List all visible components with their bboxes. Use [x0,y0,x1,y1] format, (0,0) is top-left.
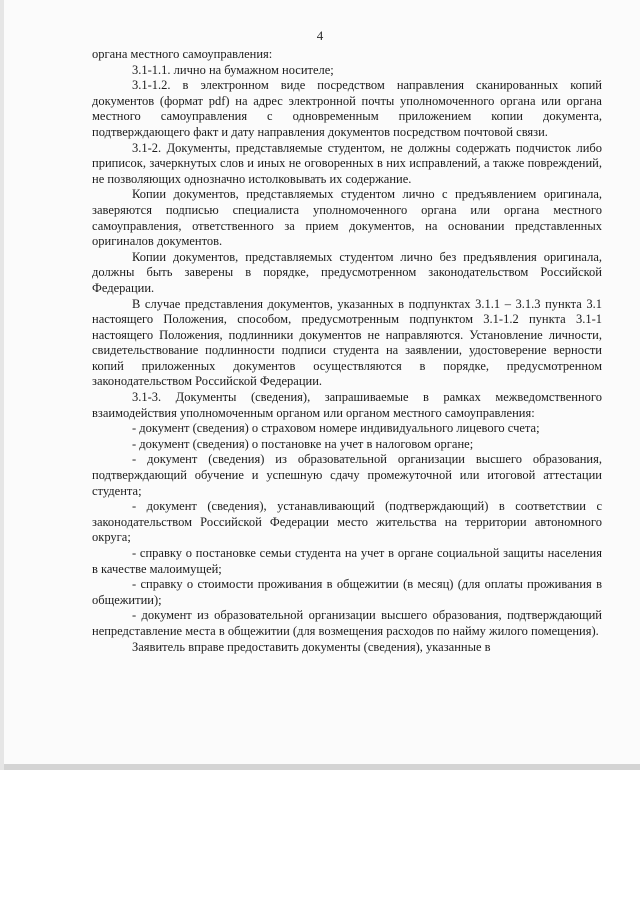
paragraph-copies-without-original: Копии документов, представляемых студентом лично без предъявления оригинала, должны быть заверены в порядке, предусмотренном законодательством Российской Федерации. [92,249,602,295]
page-number: 4 [316,28,324,43]
paragraph-applicant-right: Заявитель вправе предоставить документы (сведения), указанные в [132,639,491,654]
list-item: - справку о постановке семьи студента на учет в органе социальной защиты населения в качестве малоимущей; [92,546,602,576]
list-item: - документ (сведения), устанавливающий (подтверждающий) в соответствии с законодательством Российской Федерации место жительства на территории автономного округа; [92,499,602,545]
scan-edge-shadow [0,0,4,770]
paragraph-3-1-3: 3.1-3. Документы (сведения), запрашиваемые в рамках межведомственного взаимодействия уполномоченным органом или органом местного самоуправления: [92,390,602,420]
paragraph-3-1-2: 3.1-2. Документы, представляемые студентом, не должны содержать подчисток либо приписок, зачеркнутых слов и иных не оговоренных в них исправлений, а также повреждений, не позволяющих однозначно истолковывать их содержание. [92,140,602,186]
list-item: - справку о стоимости проживания в общежитии (в месяц) (для оплаты проживания в общежитии); [92,577,602,607]
paragraph-electronic-submission: В случае представления документов, указанных в подпунктах 3.1.1 – 3.1.3 пункта 3.1 настоящего Положения, способом, предусмотренным подпунктом 3.1-1.2 пункта 3.1-1 настоящего Положения, подлинники документов не направляются. Установление личности, свидетельствование подлинности подписи студента на заявлении, удостоверение верности копий приложенных документов осуществляются в порядке, предусмотренном законодательством Российской Федерации. [92,296,602,389]
blank-area [0,776,640,905]
paragraph-copies-with-original: Копии документов, представляемых студентом лично с предъявлением оригинала, заверяются подписью специалиста уполномоченного органа или органа местного самоуправления, ответственного за прием документов, на основании представленных оригиналов документов. [92,187,602,249]
list-item: - документ из образовательной организации высшего образования, подтверждающий непредставление места в общежитии (для возмещения расходов по найму жилого помещения). [92,608,602,638]
paragraph-3-1-1-1: 3.1-1.1. лично на бумажном носителе; [132,62,334,77]
list-item: - документ (сведения) из образовательной организации высшего образования, подтверждающий обучение и успешную сдачу промежуточной или итоговой аттестации студента; [92,452,602,498]
paragraph-continuation: органа местного самоуправления: [92,47,273,61]
document-body [92,47,602,655]
list-item: - документ (сведения) о страховом номере индивидуального лицевого счета; [132,421,540,436]
list-item: - документ (сведения) о постановке на учет в налоговом органе; [132,436,474,451]
paragraph-3-1-1-2: 3.1-1.2. в электронном виде посредством направления сканированных копий документов (формат pdf) на адрес электронной почты уполномоченного органа или органа местного самоуправления с одновременным приложением копии документа, подтверждающего факт и дату направления документов посредством почтовой связи. [92,78,602,139]
